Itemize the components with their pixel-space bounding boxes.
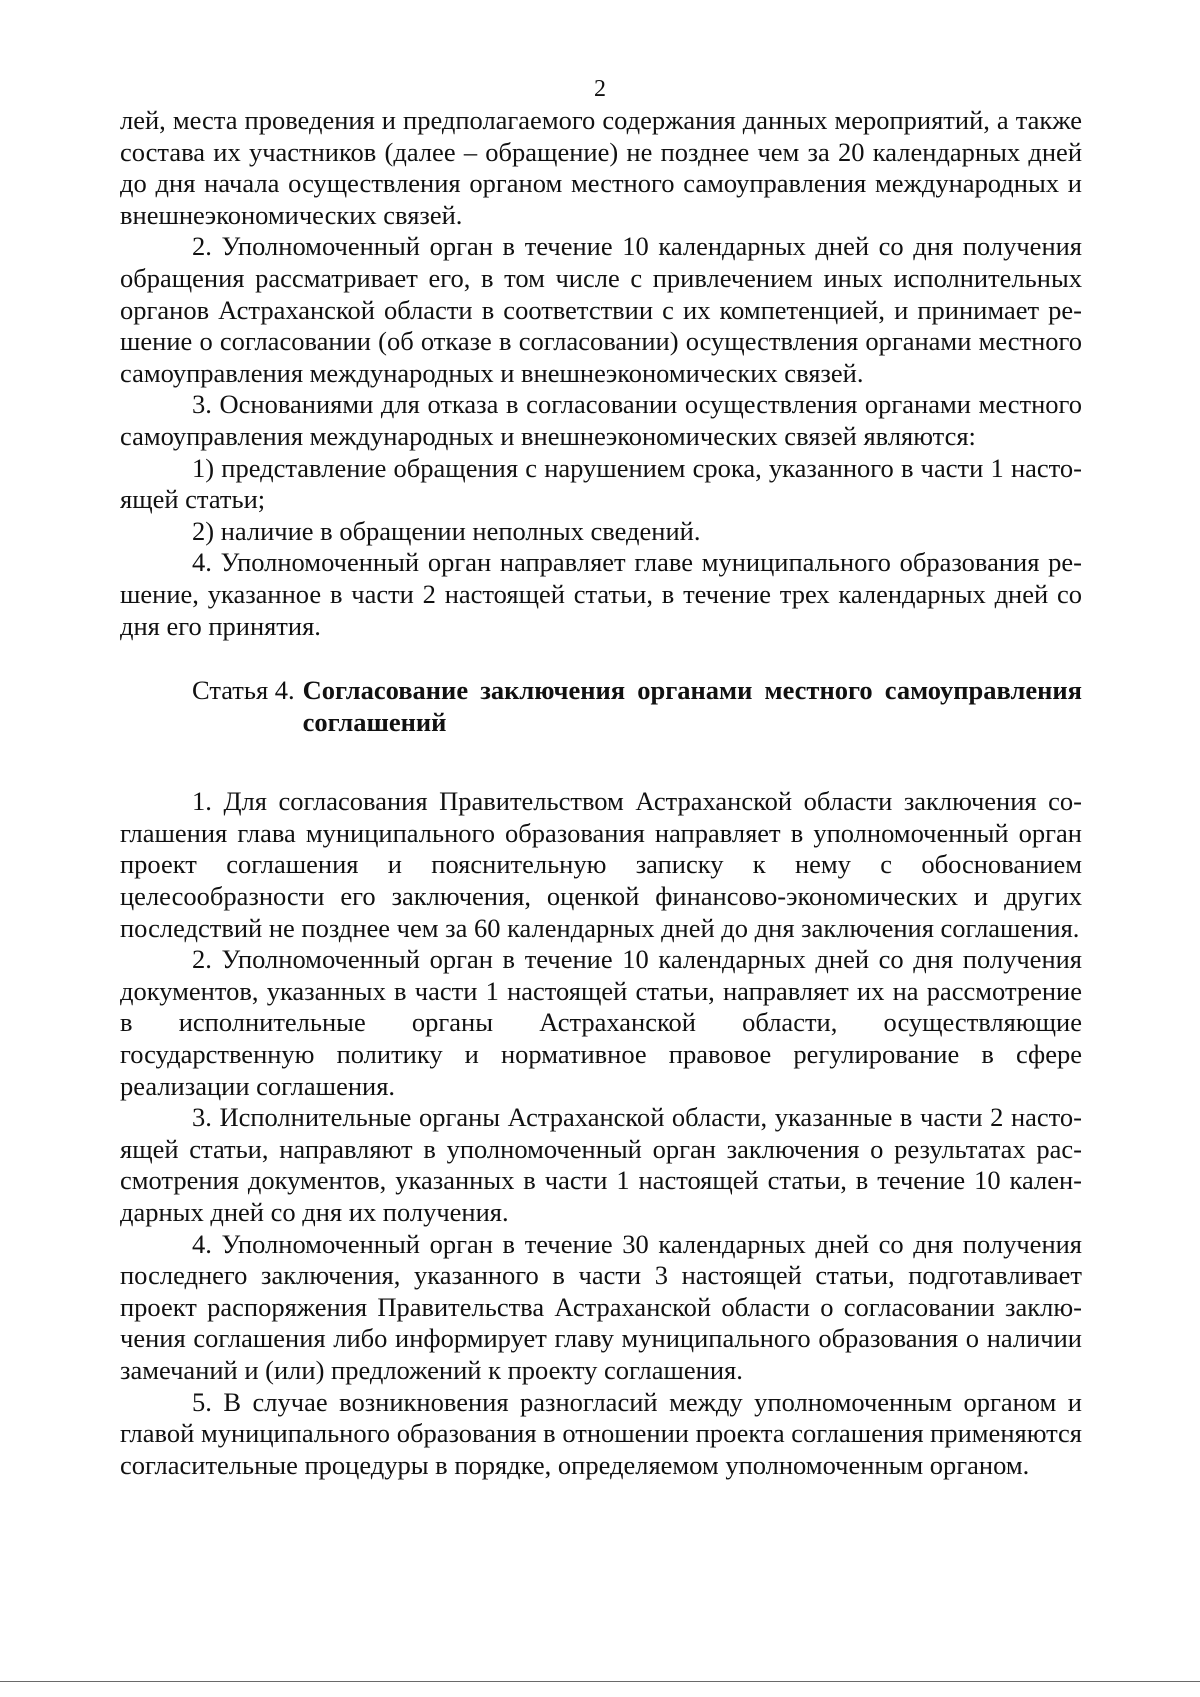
article3-part3: 3. Основаниями для отказа в согласовании осуществления органами местного самоуправления международных и внешнеэкономических связей являются: (120, 389, 1082, 451)
intro-paragraph: лей, места проведения и предполагаемого содержания данных мероприятий, а также состава их участников (далее – обращение) не позднее чем за 20 календарных дней до дня начала осуществления органом местного самоуправления международных и внешнеэкономических связей. (120, 105, 1082, 230)
page-number: 2 (594, 76, 606, 102)
footer-divider (0, 1681, 1200, 1682)
article4-heading (120, 675, 1082, 738)
document-body (120, 105, 1082, 1481)
article3-part3-item2: 2) наличие в обращении неполных сведений. (192, 515, 701, 546)
article4-part4: 4. Уполномоченный орган в течение 30 календарных дней со дня получения последнего заключения, указанного в части 3 настоящей статьи, подготавливает проект распоряжения Правительства Астраханской области о согласовании заключения соглашения либо информирует главу муниципального образования о наличии замечаний и (или) предложений к проекту соглашения. (120, 1228, 1082, 1385)
article4-part2: 2. Уполномоченный орган в течение 10 календарных дней со дня получения документов, указанных в части 1 настоящей статьи, направляет их на рассмотрение в исполнительные органы Астраханской области, осуществляющие государственную политику и нормативное правовое регулирование в сфере реализации соглашения. (120, 944, 1082, 1101)
article4-part1: 1. Для согласования Правительством Астраханской области заключения соглашения глава муниципального образования направляет в уполномоченный орган проект соглашения и пояснительную записку к нему с обоснованием целесообразности его заключения, оценкой финансово-экономических и других последствий не позднее чем за 60 календарных дней до дня заключения соглашения. (120, 786, 1082, 943)
article4-label: Статья 4. (192, 675, 295, 706)
article3-part4: 4. Уполномоченный орган направляет главе муниципального образования решение, указанное в части 2 настоящей статьи, в течение трех календарных дней со дня его принятия. (120, 547, 1082, 641)
article3-part3-item1: 1) представление обращения с нарушением срока, указанного в части 1 настоящей статьи; (120, 452, 1082, 515)
article4-part5: 5. В случае возникновения разногласий между уполномоченным органом и главой муниципального образования в отношении проекта соглашения применяются согласительные процедуры в порядке, определяемом уполномоченным органом. (120, 1386, 1082, 1480)
article4-part3: 3. Исполнительные органы Астраханской области, указанные в части 2 настоящей статьи, направляют в уполномоченный орган заключения о результатах рассмотрения документов, указанных в части 1 настоящей статьи, в течение 10 календарных дней со дня их получения. (120, 1102, 1082, 1227)
article3-part2: 2. Уполномоченный орган в течение 10 календарных дней со дня получения обращения рассматривает его, в том числе с привлечением иных исполнительных органов Астраханской области в соответствии с их компетенцией, и принимает решение о согласовании (об отказе в согласовании) осуществления органами местного самоуправления международных и внешнеэкономических связей. (120, 231, 1082, 388)
article4-title: Согласование заключения органами местного самоуправления соглашений (302, 675, 1082, 737)
